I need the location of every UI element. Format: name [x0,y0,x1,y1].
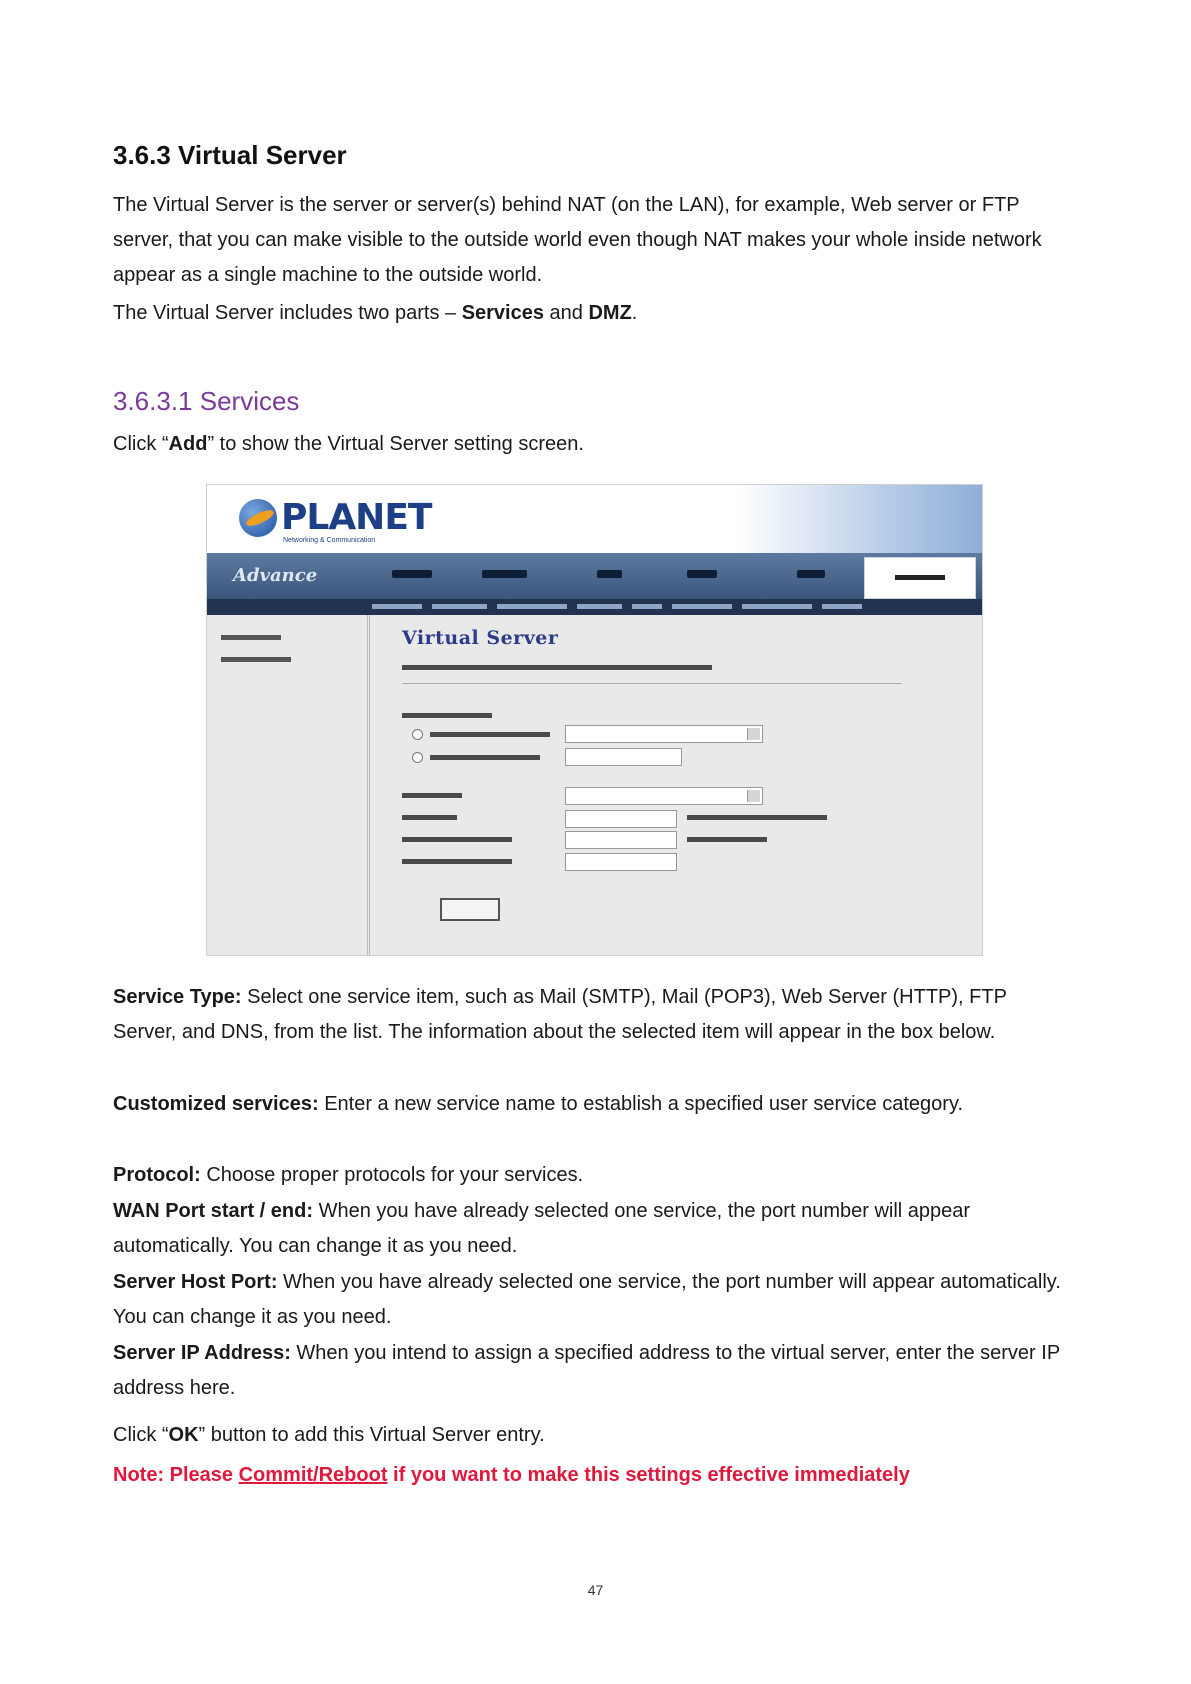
screenshot-subnav [207,599,982,615]
nav-tab [597,570,622,578]
screenshot-ok-button [440,898,500,921]
nav-tab [687,570,717,578]
section-heading: 3.6.3 Virtual Server [113,140,347,170]
screenshot-sidebar [207,615,370,955]
nav-tab [392,570,432,578]
globe-icon [239,499,277,537]
page-number: 47 [587,1582,604,1598]
nav-tab [797,570,825,578]
desc-customized-services: Customized services: Enter a new service name to establish a specified user service category. [113,1093,964,1115]
note-text: Note: Please Commit/Reboot if you want to make this settings effective immediately [113,1464,910,1486]
nav-tab-active [864,557,976,599]
nav-tab [482,570,527,578]
screenshot-nav: Advance [207,553,982,599]
subsection-heading: 3.6.3.1 Services [113,386,300,416]
desc-wan-port: WAN Port start / end: When you have already selected one service, the port number will appear automatically. You can change it as you need. [113,1200,971,1257]
click-add-paragraph: Click “Add” to show the Virtual Server setting screen. [113,433,584,455]
desc-server-host-port: Server Host Port: When you have already selected one service, the port number will appear automatically. You can change it as you need. [113,1271,1061,1328]
commit-reboot-link[interactable]: Commit/Reboot [238,1464,388,1486]
desc-server-ip: Server IP Address: When you intend to assign a specified address to the virtual server, enter the server IP address here. [113,1342,1060,1399]
intro-paragraph: The Virtual Server is the server or server(s) behind NAT (on the LAN), for example, Web server or FTP server, that you can make visible to the outside world even though NAT makes your whole inside network appear as a single machine to the outside world. [113,194,1042,286]
click-ok-paragraph: Click “OK” button to add this Virtual Server entry. [113,1424,545,1446]
router-screenshot [206,484,983,956]
screenshot-title: Virtual Server [402,627,559,649]
desc-protocol: Protocol: Choose proper protocols for your services. [113,1164,584,1186]
planet-logo: PLANET Networking & Communication [239,497,431,538]
parts-paragraph: The Virtual Server includes two parts – Services and DMZ. [113,302,638,324]
desc-service-type: Service Type: Select one service item, such as Mail (SMTP), Mail (POP3), Web Server (HTTP), FTP Server, and DNS, from the list. The information about the selected item will appear in the box below. [113,986,1007,1043]
